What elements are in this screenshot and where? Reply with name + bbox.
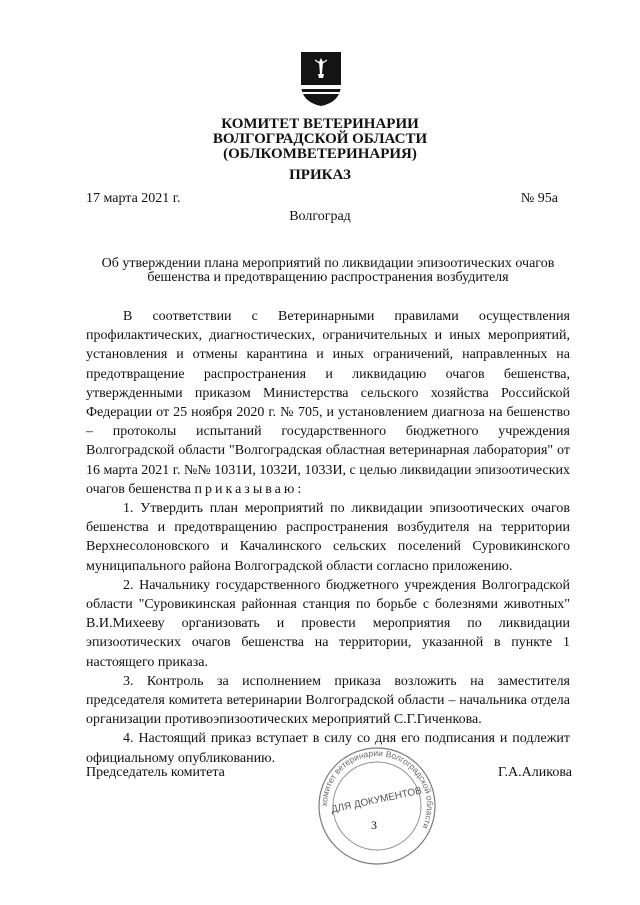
stamp-page-number: 3 xyxy=(371,818,377,832)
document-number: № 95а xyxy=(520,191,558,206)
order-item-4: 4. Настоящий приказ вступает в силу со дня его подписания и подлежит официальному опубликованию. xyxy=(86,731,570,766)
volgograd-coat-of-arms-icon xyxy=(301,52,341,106)
signer-name: Г.А.Аликова xyxy=(498,765,572,780)
document-body xyxy=(86,307,570,768)
org-name-line3: (ОБЛКОМВЕТЕРИНАРИЯ) xyxy=(223,146,417,162)
document-city: Волгоград xyxy=(289,209,351,224)
document-type: ПРИКАЗ xyxy=(289,167,351,183)
subject-line1: Об утверждении плана мероприятий по ликвидации эпизоотических очагов xyxy=(101,256,555,271)
official-stamp xyxy=(314,745,440,867)
preamble-paragraph xyxy=(86,307,570,499)
document-date: 17 марта 2021 г. xyxy=(86,191,181,206)
order-item-3: 3. Контроль за исполнением приказа возложить на заместителя председателя комитета ветеринарии Волгоградской области – начальника отдела организации противоэпизоотических мероприятий С.Г.Гиченкова. xyxy=(86,673,570,728)
order-item-1: 1. Утвердить план мероприятий по ликвидации эпизоотических очагов бешенства и предотвращению распространения возбудителя на территории Верхнесолоновского и Качалинского сельских поселений Суровикинского муниципального района Волгоградской области согласно приложению. xyxy=(86,501,570,574)
org-name-line2: ВОЛГОГРАДСКОЙ ОБЛАСТИ xyxy=(212,131,428,147)
stamp-ring-text: комитет ветеринарии Волгоградской области xyxy=(318,747,436,831)
stamp-inner-text: ДЛЯ ДОКУМЕНТОВ xyxy=(330,785,423,816)
order-word: приказываю: xyxy=(194,481,305,497)
subject-line2: бешенства и предотвращению распространения возбудителя xyxy=(147,270,509,285)
signer-title: Председатель комитета xyxy=(86,765,225,780)
preamble-text: В соответствии с Ветеринарными правилами осуществления профилактических, диагностических, ограничительных и иных мероприятий, установления и отмены карантина и иных ограничений, направленных на предотвращение распространения и ликвидацию очагов бешенства, утвержденными приказом Министерства сельского хозяйства Российской Федерации от 25 ноября 2020 г. № 705, и установлением диагноза на бешенство – протоколы испытаний государственного бюджетного учреждения Волгоградской области "Волгоградская областная ветеринарная лаборатория" от 16 марта 2021 г. №№ 1031И, 1032И, 1033И, с целью ликвидации эпизоотических очагов бешенства xyxy=(86,309,570,497)
org-name-line1: КОМИТЕТ ВЕТЕРИНАРИИ xyxy=(221,116,419,132)
order-item-2: 2. Начальнику государственного бюджетного учреждения Волгоградской области "Суровикинская районная станция по борьбе с болезнями животных" В.И.Михееву организовать и провести мероприятия по ликвидации эпизоотических очагов бешенства на территории, указанной в пункте 1 настоящего приказа. xyxy=(86,577,570,670)
document-subject xyxy=(86,257,570,285)
